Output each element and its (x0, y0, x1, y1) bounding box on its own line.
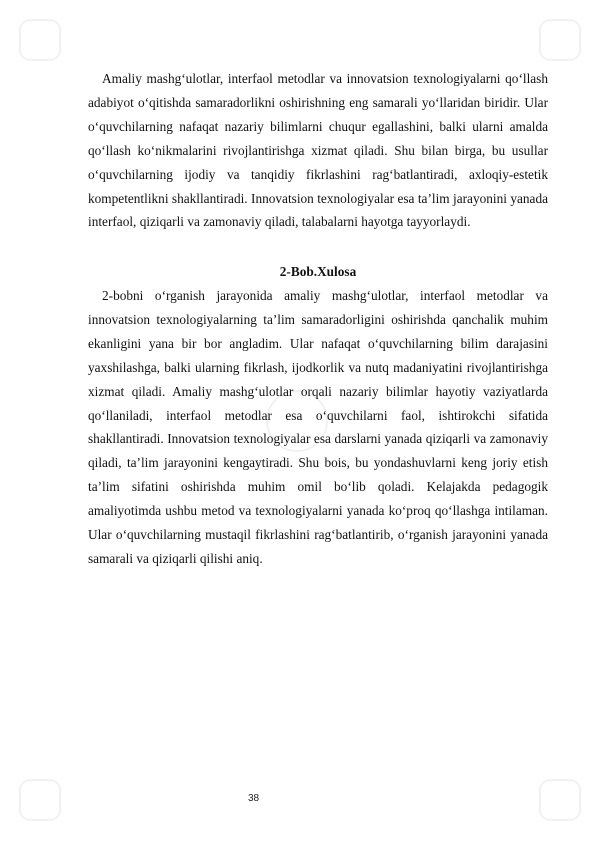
page-number: 38 (248, 793, 260, 804)
paragraph-conclusion (88, 284, 548, 571)
section-heading: 2-Bob.Xulosa (279, 264, 357, 279)
paragraph-intro (88, 67, 548, 234)
paragraph-text: Amaliy mashg‘ulotlar, interfaol metodlar va innovatsion texnologiyalarni qo‘llash adabiyot o‘qitishda samaradorlikni oshirishning eng samarali yo‘llaridan biridir. Ular o‘quvchilarning nafaqat nazariy bilimlarni chuqur egallashini, balki ularni amalda qo‘llash ko‘nikmalarini rivojlantirishga xizmat qiladi. Shu bilan birga, bu usullar o‘quvchilarning ijodiy va tanqidiy fikrlashini rag‘batlantiradi, axloqiy-estetik kompetentlikni shakllantiradi. Innovatsion texnologiyalar esa ta’lim jarayonini yanada interfaol, qiziqarli va zamonaviy qiladi, talabalarni hayotga tayyorlaydi. (88, 71, 548, 230)
paragraph-text: 2-bobni o‘rganish jarayonida amaliy mashg‘ulotlar, interfaol metodlar va innovatsion texnologiyalarning ta’lim samaradorligini oshirishda qanchalik muhim ekanligini yana bir bor angladim. Ular nafaqat o‘quvchilarning bilim darajasini yaxshilashga, balki ularning fikrlash, ijodkorlik va nutq madaniyatini rivojlantirishga xizmat qiladi. Amaliy mashg‘ulotlar orqali nazariy bilimlar hayotiy vaziyatlarda qo‘llaniladi, interfaol metodlar esa o‘quvchilarni faol, ishtirokchi sifatida shakllantiradi. Innovatsion texnologiyalar esa darslarni yanada qiziqarli va zamonaviy qiladi, ta’lim jarayonini kengaytiradi. Shu bois, bu yondashuvlarni keng joriy etish ta’lim sifatini oshirishda muhim omil bo‘lib qoladi. Kelajakda pedagogik amaliyotimda ushbu metod va texnologiyalarni yanada ko‘proq qo‘llashga intilaman. Ular o‘quvchilarning mustaqil fikrlashini rag‘batlantirib, o‘rganish jarayonini yanada samarali va qiziqarli qilishi aniq. (88, 288, 548, 566)
